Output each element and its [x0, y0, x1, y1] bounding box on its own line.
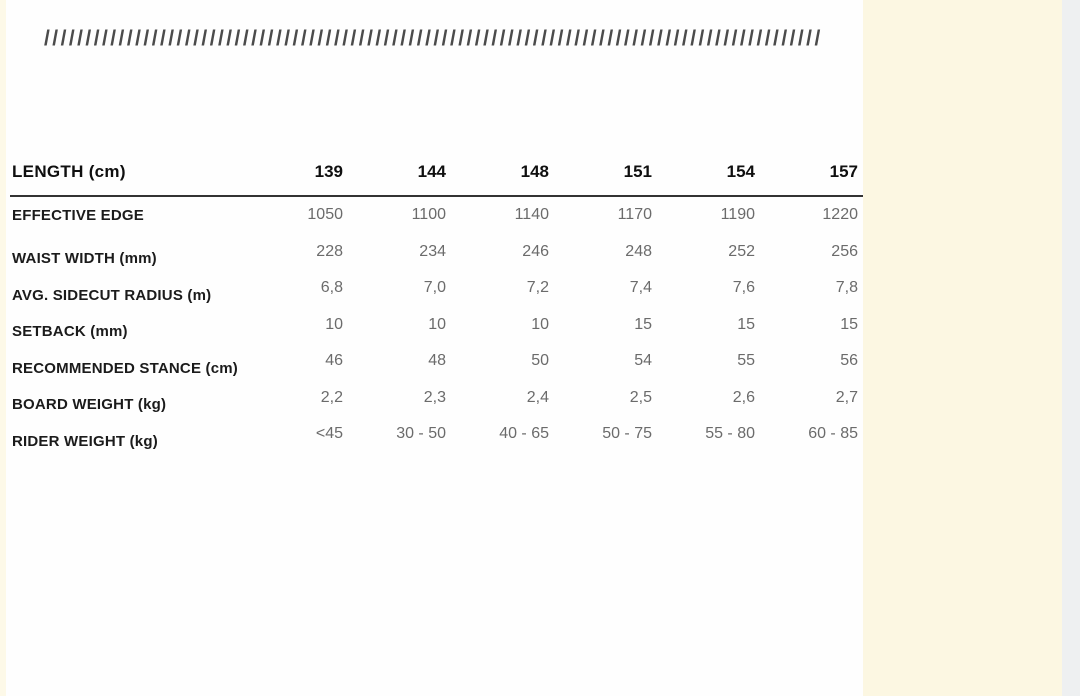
table-row-sidecut-radius	[10, 270, 863, 307]
cell-value: 54	[634, 352, 652, 370]
header-length-139: 139	[314, 162, 343, 181]
row-label: SETBACK (mm)	[12, 323, 128, 341]
cell-value: 50	[531, 352, 549, 370]
left-accent-strip	[0, 0, 6, 696]
cell-value: 10	[531, 315, 549, 333]
header-length-144: 144	[417, 162, 446, 181]
header-length-148: 148	[520, 162, 549, 181]
cell-value: 1140	[514, 206, 549, 224]
cell-value: 7,6	[732, 279, 755, 297]
cell-value: 1170	[617, 206, 652, 224]
row-label: RECOMMENDED STANCE (cm)	[12, 359, 238, 377]
cell-value: 56	[840, 352, 858, 370]
spec-table	[10, 155, 863, 453]
cell-value: 6,8	[320, 279, 343, 297]
cell-value: 7,4	[629, 279, 652, 297]
cell-value: 55	[737, 352, 755, 370]
cell-value: 7,0	[423, 279, 446, 297]
header-length-151: 151	[623, 162, 652, 181]
cell-value: 55 - 80	[705, 425, 755, 443]
cell-value: 10	[325, 315, 343, 333]
cell-value: 1220	[822, 206, 858, 224]
header-length-157: 157	[829, 162, 858, 181]
spec-table-header-row	[10, 155, 863, 197]
cell-value: 2,6	[732, 388, 755, 406]
cell-value: 256	[831, 242, 858, 260]
cell-value: 1050	[307, 206, 343, 224]
cell-value: 234	[419, 242, 446, 260]
cell-value: 48	[428, 352, 446, 370]
hatch-divider: //////////////////////////////////////////////////////////////////////////////////////////////	[44, 27, 823, 50]
right-accent-strip	[863, 0, 1062, 696]
cell-value: 10	[428, 315, 446, 333]
scrollbar[interactable]	[1062, 0, 1080, 696]
cell-value: 246	[522, 242, 549, 260]
cell-value: 2,5	[629, 388, 652, 406]
cell-value: 1190	[720, 206, 755, 224]
table-row-recommended-stance	[10, 343, 863, 380]
row-label: RIDER WEIGHT (kg)	[12, 432, 158, 450]
cell-value: 50 - 75	[602, 425, 652, 443]
cell-value: 1100	[411, 206, 446, 224]
cell-value: 2,3	[423, 388, 446, 406]
cell-value: 15	[634, 315, 652, 333]
cell-value: 7,2	[526, 279, 549, 297]
cell-value: 7,8	[835, 279, 858, 297]
cell-value: 40 - 65	[499, 425, 549, 443]
table-row-rider-weight	[10, 416, 863, 453]
cell-value: 15	[840, 315, 858, 333]
cell-value: 60 - 85	[808, 425, 858, 443]
table-row-effective-edge	[10, 197, 863, 234]
table-row-setback	[10, 307, 863, 344]
cell-value: 248	[625, 242, 652, 260]
cell-value: 252	[728, 242, 755, 260]
cell-value: 15	[737, 315, 755, 333]
row-label: BOARD WEIGHT (kg)	[12, 396, 167, 414]
row-label: AVG. SIDECUT RADIUS (m)	[12, 286, 212, 304]
cell-value: 46	[325, 352, 343, 370]
cell-value: <45	[315, 425, 343, 443]
header-label-length: LENGTH (cm)	[12, 162, 126, 181]
cell-value: 2,7	[835, 388, 858, 406]
cell-value: 30 - 50	[396, 425, 446, 443]
header-length-154: 154	[726, 162, 755, 181]
row-label: WAIST WIDTH (mm)	[12, 250, 157, 268]
cell-value: 228	[316, 242, 343, 260]
row-label: EFFECTIVE EDGE	[12, 206, 144, 224]
cell-value: 2,2	[320, 388, 343, 406]
table-row-waist-width	[10, 234, 863, 271]
cell-value: 2,4	[526, 388, 549, 406]
table-row-board-weight	[10, 380, 863, 417]
